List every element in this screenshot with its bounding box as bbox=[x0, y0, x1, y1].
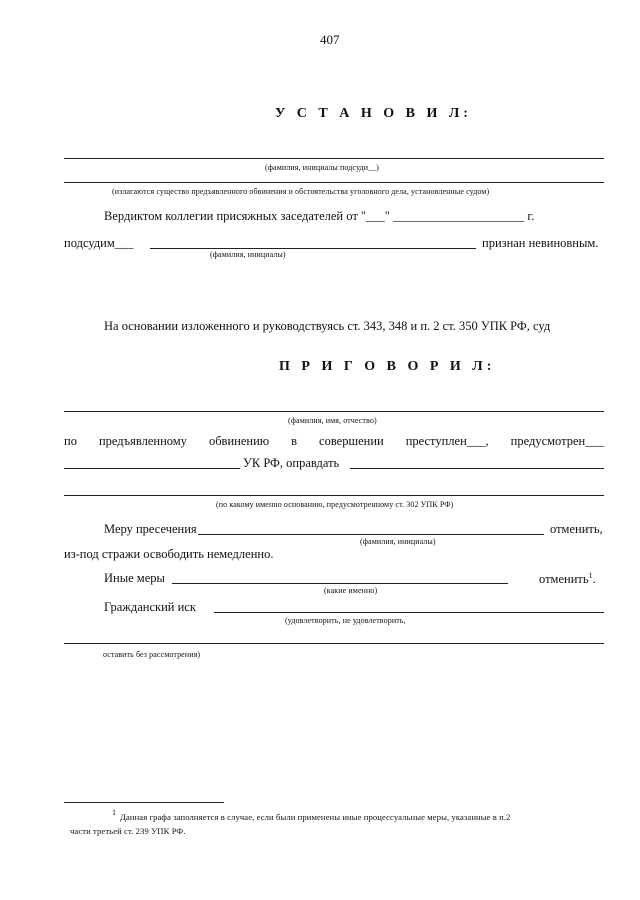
defendant-name-line[interactable] bbox=[150, 248, 476, 249]
defendant-label: подсудим___ bbox=[64, 236, 134, 250]
caption-satisfy: (удовлетворить, не удовлетворить, bbox=[285, 616, 406, 625]
civil-claim-label: Гражданский иск bbox=[104, 600, 196, 614]
caption-name-initials2: (фамилия, инициалы) bbox=[360, 537, 436, 546]
other-measures-label: Иные меры bbox=[104, 571, 165, 585]
basis-line[interactable] bbox=[64, 495, 604, 496]
footnote-mark: 1 bbox=[112, 808, 116, 817]
defendant-line[interactable] bbox=[64, 158, 604, 159]
civil-claim-line2[interactable] bbox=[64, 643, 604, 644]
essence-line[interactable] bbox=[64, 182, 604, 183]
cancel-label2: отменить$^1$. bbox=[539, 571, 596, 587]
footnote-text-line2: части третьей ст. 239 УПК РФ. bbox=[70, 826, 186, 836]
heading-prigovoril: П Р И Г О В О Р И Л: bbox=[279, 359, 496, 374]
preventive-label: Меру пресечения bbox=[104, 522, 197, 536]
heading-ustanovil: У С Т А Н О В И Л: bbox=[275, 106, 472, 121]
basis-text: На основании изложенного и руководствуясь ст. 343, 348 и п. 2 ст. 350 УПК РФ, суд bbox=[104, 319, 551, 333]
caption-essence: (излагаются существо предъявленного обвинения и обстоятельства уголовного дела, установленные судом) bbox=[112, 187, 490, 196]
verdict-text: Вердиктом коллегии присяжных заседателей от "___" _____________________ г. bbox=[104, 209, 535, 223]
caption-leave: оставить без рассмотрения) bbox=[103, 650, 201, 659]
caption-fio: (фамилия, имя, отчество) bbox=[288, 416, 377, 425]
charge-text: по предъявленному обвинению в совершении преступлен___, предусмотрен___ bbox=[64, 434, 604, 448]
uk-text: УК РФ, оправдать bbox=[243, 456, 340, 470]
caption-which: (какие именно) bbox=[324, 586, 378, 595]
acquitted-text: признан невиновным. bbox=[482, 236, 599, 250]
caption-defendant: (фамилия, инициалы подсуди__) bbox=[265, 163, 380, 172]
page-number: 407 bbox=[320, 32, 340, 47]
footnote-text-line1: Данная графа заполняется в случае, если были применены иные процессуальные меры, указанные в п.2 bbox=[120, 812, 511, 822]
release-text: из-под стражи освободить немедленно. bbox=[64, 547, 274, 561]
civil-claim-line[interactable] bbox=[214, 612, 604, 613]
preventive-line[interactable] bbox=[198, 534, 544, 535]
caption-basis: (по какому именно основанию, предусмотренному ст. 302 УПК РФ) bbox=[216, 500, 454, 509]
acquit-line[interactable] bbox=[350, 468, 604, 469]
fio-line[interactable] bbox=[64, 411, 604, 412]
article-line[interactable] bbox=[64, 468, 240, 469]
other-measures-line[interactable] bbox=[172, 583, 508, 584]
cancel-label: отменить, bbox=[550, 522, 603, 536]
caption-name-initials: (фамилия, инициалы) bbox=[210, 250, 286, 259]
footnote-separator bbox=[64, 802, 224, 803]
footnote-ref: 1 bbox=[588, 571, 593, 580]
